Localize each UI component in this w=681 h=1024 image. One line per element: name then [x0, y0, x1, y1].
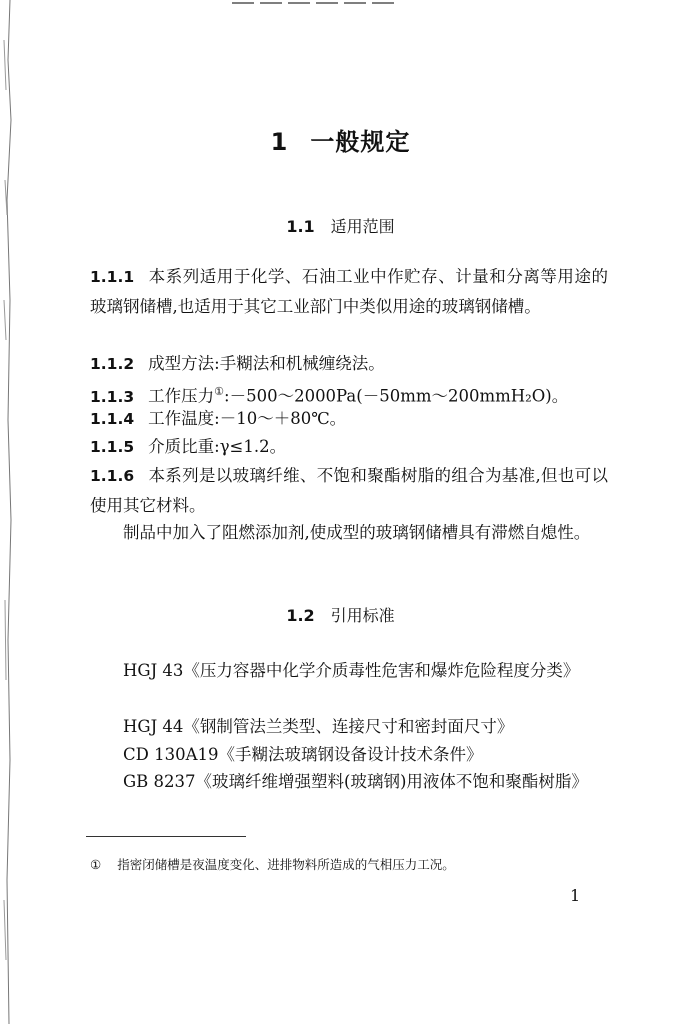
- chapter-title: [0, 122, 681, 157]
- section-title-text: 适用范围: [330, 217, 395, 236]
- section-number: 1.2: [286, 606, 315, 625]
- clause-text: 工作温度:－10～＋80℃。: [148, 409, 347, 428]
- clause-text: 成型方法:手糊法和机械缠绕法。: [148, 354, 385, 373]
- page-number: 1: [570, 886, 581, 905]
- section-number: 1.1: [286, 217, 315, 236]
- clause-1-1-1: [90, 262, 608, 321]
- section-title-1-1: [0, 214, 681, 237]
- reference-item: HGJ 43《压力容器中化学介质毒性危害和爆炸危险程度分类》: [123, 661, 580, 680]
- clause-number: 1.1.3: [90, 387, 135, 406]
- clause-1-1-6: [90, 461, 608, 520]
- footnote-reference-mark: ①: [214, 385, 225, 398]
- clause-number: 1.1.2: [90, 355, 135, 373]
- footnote: [90, 856, 610, 874]
- reference-item: HGJ 44《钢制管法兰类型、连接尺寸和密封面尺寸》: [123, 717, 514, 736]
- chapter-number: 1: [270, 128, 289, 156]
- clause-text-continued: :－500～2000Pa(－50mm～200mmH₂O)。: [224, 386, 569, 406]
- footnote-divider: [86, 836, 246, 837]
- footnote-mark: ①: [90, 857, 102, 872]
- clause-number: 1.1.5: [90, 438, 135, 456]
- clause-1-1-4: [90, 404, 608, 434]
- reference-item: GB 8237《玻璃纤维增强塑料(玻璃钢)用液体不饱和聚酯树脂》: [123, 772, 588, 791]
- clause-number: 1.1.4: [90, 410, 135, 428]
- clause-text: 介质比重:γ≤1.2。: [148, 437, 287, 456]
- clause-number: 1.1.6: [90, 467, 135, 485]
- clause-number: 1.1.1: [90, 268, 135, 286]
- clause-text: 本系列适用于化学、石油工业中作贮存、计量和分离等用途的玻璃钢储槽,也适用于其它工业部门中类似用途的玻璃钢储槽。: [90, 267, 608, 316]
- reference-item: CD 130A19《手糊法玻璃钢设备设计技术条件》: [123, 745, 483, 764]
- clause-text: 工作压力: [148, 386, 215, 406]
- section-title-text: 引用标准: [330, 606, 395, 625]
- body-paragraph: 制品中加入了阻燃添加剂,使成型的玻璃钢储槽具有滞燃自熄性。: [123, 523, 591, 542]
- footnote-text: 指密闭储槽是夜温度变化、进排物料所造成的气相压力工况。: [117, 857, 455, 872]
- clause-text: 本系列是以玻璃纤维、不饱和聚酯树脂的组合为基准,但也可以使用其它材料。: [90, 466, 608, 515]
- chapter-title-text: 一般规定: [310, 128, 411, 156]
- section-title-1-2: [0, 603, 681, 626]
- clause-1-1-2: [90, 349, 608, 379]
- clause-1-1-5: [90, 432, 608, 462]
- scan-top-mark: [232, 0, 400, 6]
